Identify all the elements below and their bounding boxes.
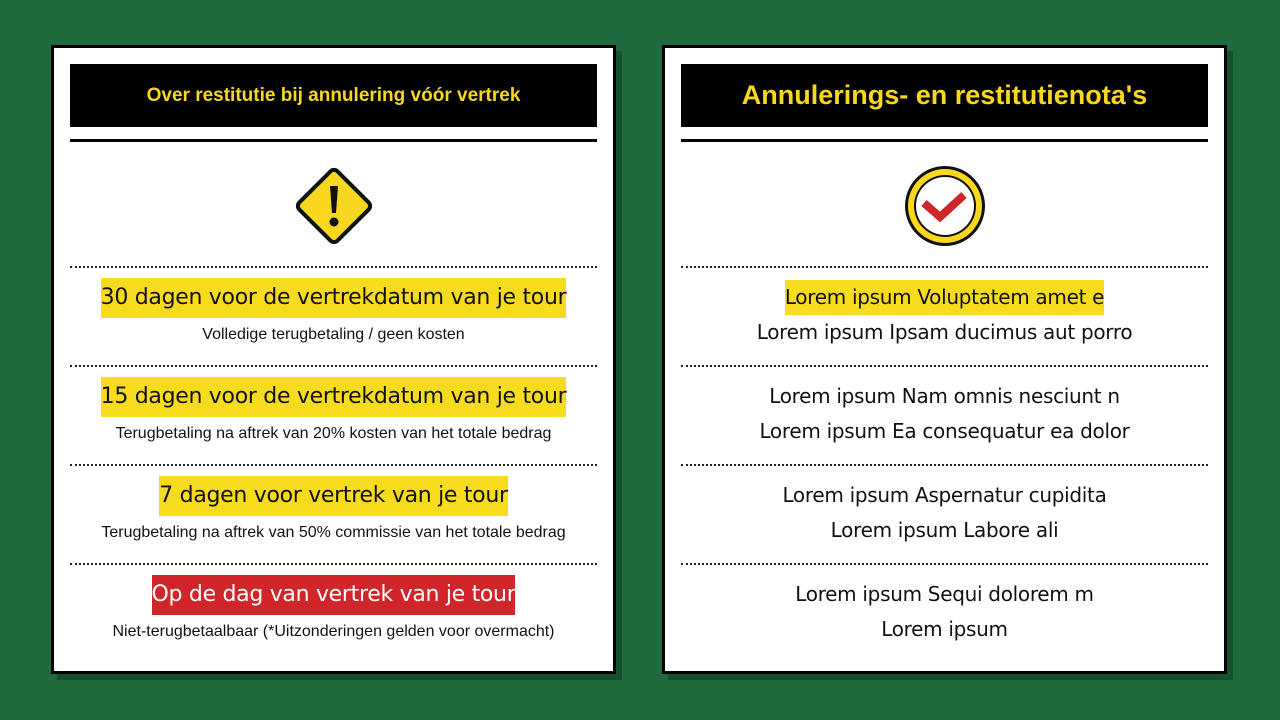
- refund-section: [70, 365, 597, 464]
- refund-policy-card: [51, 45, 616, 674]
- card-title: Over restitutie bij annulering vóór vertrek: [146, 84, 521, 106]
- note-line: Lorem ipsum Nam omnis nesciunt n: [769, 384, 1120, 408]
- card-title: Annulerings- en restitutienota's: [741, 80, 1148, 110]
- note-line: Lorem ipsum Ea consequatur ea dolor: [759, 419, 1130, 443]
- note-line: Lorem ipsum Voluptatem amet e: [785, 280, 1104, 315]
- checkmark-circle-icon: [665, 158, 1224, 254]
- note-line: Lorem ipsum Ipsam ducimus aut porro: [756, 320, 1133, 344]
- section-title: Op de dag van vertrek van je tour: [152, 575, 516, 615]
- note-section: [681, 266, 1208, 365]
- section-description: Terugbetaling na aftrek van 50% commissie van het totale bedrag: [101, 524, 566, 541]
- section-description: Niet-terugbetaalbaar (*Uitzonderingen gelden voor overmacht): [112, 623, 555, 640]
- note-line: Lorem ipsum Aspernatur cupidita: [782, 483, 1107, 507]
- section-title: 7 dagen voor vertrek van je tour: [159, 476, 507, 516]
- notes-card: [662, 45, 1227, 674]
- section-title: 30 dagen voor de vertrekdatum van je tour: [101, 278, 567, 318]
- card-header: [70, 64, 597, 127]
- divider: [681, 139, 1208, 142]
- note-line: Lorem ipsum Sequi dolorem m: [795, 582, 1094, 606]
- divider: [70, 139, 597, 142]
- note-line: Lorem ipsum: [881, 617, 1008, 641]
- refund-section: [70, 464, 597, 563]
- note-section: [681, 464, 1208, 563]
- note-section: [681, 365, 1208, 464]
- refund-section: [70, 266, 597, 365]
- section-title: 15 dagen voor de vertrekdatum van je tour: [101, 377, 567, 417]
- refund-sections: [70, 266, 597, 662]
- section-description: Volledige terugbetaling / geen kosten: [202, 326, 465, 343]
- note-section: [681, 563, 1208, 662]
- section-description: Terugbetaling na aftrek van 20% kosten van het totale bedrag: [115, 425, 552, 442]
- refund-section: [70, 563, 597, 662]
- note-line: Lorem ipsum Labore ali: [830, 518, 1059, 542]
- card-header: [681, 64, 1208, 127]
- warning-icon: [54, 158, 613, 254]
- notes-sections: [681, 266, 1208, 662]
